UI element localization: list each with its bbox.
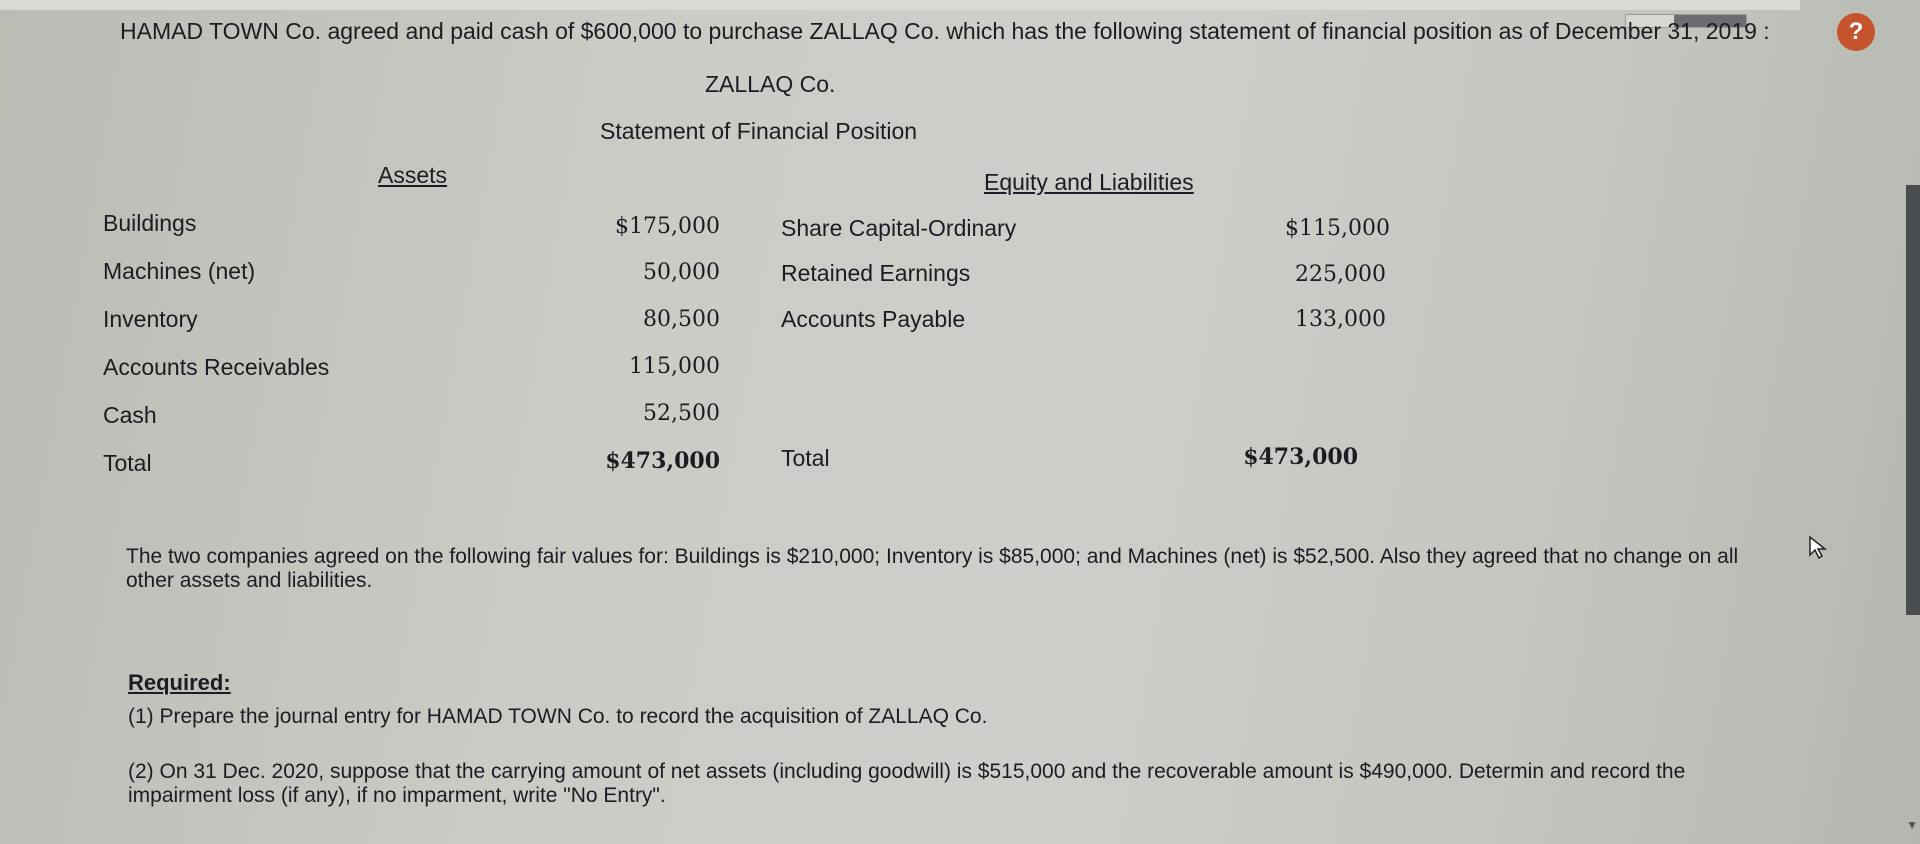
equity-value: 133,000: [1295, 307, 1386, 332]
asset-label: Accounts Receivables: [103, 354, 330, 380]
company-name: ZALLAQ Co.: [705, 71, 836, 97]
equity-total-value: $473,000: [1243, 444, 1358, 470]
asset-label: Inventory: [103, 306, 198, 332]
equity-header: Equity and Liabilities: [984, 169, 1194, 195]
equity-label: Accounts Payable: [781, 306, 966, 332]
scroll-down-icon[interactable]: ▼: [1906, 818, 1918, 832]
asset-label: Cash: [103, 402, 157, 428]
equity-label: Share Capital-Ordinary: [781, 215, 1017, 241]
asset-value: 52,500: [643, 401, 720, 426]
asset-value: $175,000: [615, 214, 720, 239]
asset-value: 50,000: [643, 260, 720, 285]
mouse-cursor-icon: [1808, 535, 1830, 561]
intro-text: HAMAD TOWN Co. agreed and paid cash of $600,000 to purchase ZALLAQ Co. which has the following statement of financial position as of December 31, 2019 :: [120, 18, 1770, 44]
top-bar: [0, 0, 1800, 10]
statement-title: Statement of Financial Position: [600, 118, 918, 144]
question-1: (1) Prepare the journal entry for HAMAD TOWN Co. to record the acquisition of ZALLAQ Co.: [128, 705, 988, 728]
asset-total-label: Total: [103, 450, 152, 476]
fair-values-text: The two companies agreed on the following fair values for: Buildings is $210,000; Inventory is $85,000; and Machines (net) is $52,500. Also they agreed that no change on all other assets and liabilities.: [126, 545, 1739, 592]
asset-value: 115,000: [629, 354, 720, 379]
equity-value: 225,000: [1295, 262, 1386, 287]
assets-header: Assets: [378, 162, 448, 188]
equity-total-label: Total: [781, 445, 830, 471]
question-2: (2) On 31 Dec. 2020, suppose that the carrying amount of net assets (including goodwill) is $515,000 and the recoverable amount is $490,000. Determin and record the impairment loss (if any), if no imparment, write "No Entry".: [128, 760, 1686, 807]
question-icon: ?: [1848, 18, 1864, 45]
asset-value: 80,500: [643, 307, 720, 332]
scrollbar[interactable]: [1906, 185, 1920, 615]
asset-label: Buildings: [103, 210, 197, 236]
equity-value: $115,000: [1285, 216, 1390, 241]
equity-label: Retained Earnings: [781, 260, 971, 286]
asset-total-value: $473,000: [605, 448, 720, 474]
help-button[interactable]: [1837, 13, 1875, 51]
asset-label: Machines (net): [103, 258, 256, 284]
required-heading: Required:: [128, 670, 231, 695]
